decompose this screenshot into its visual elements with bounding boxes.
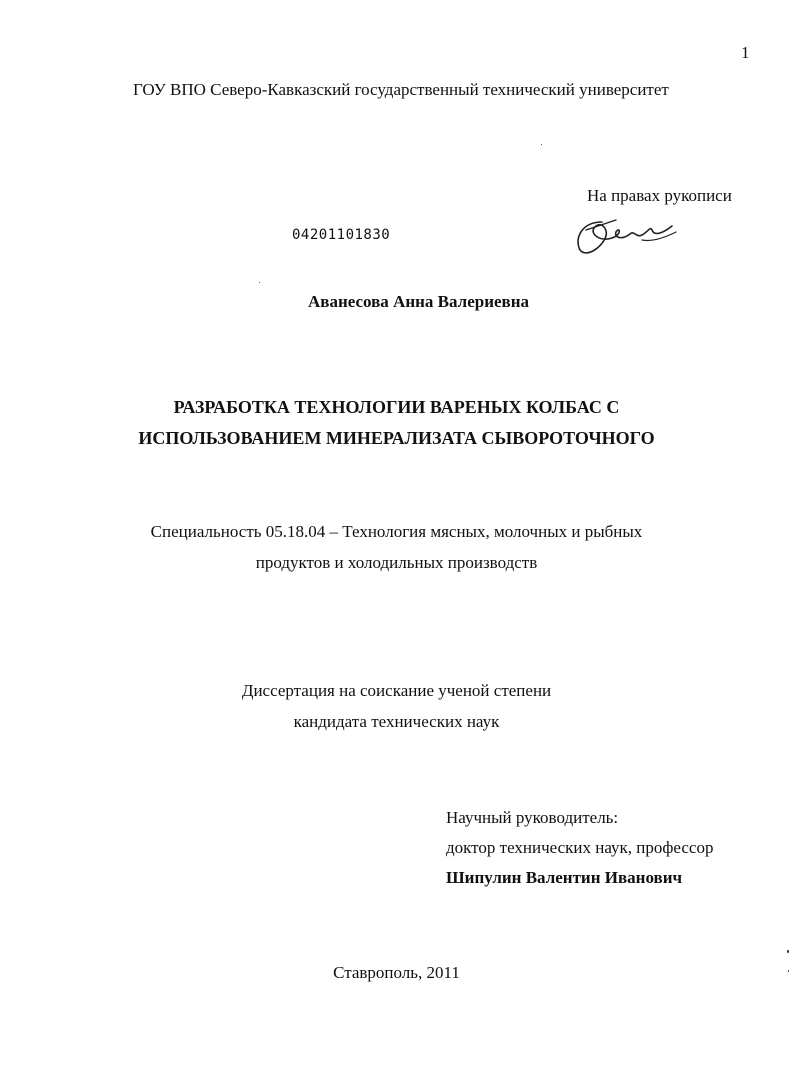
author-name: Аванесова Анна Валериевна — [308, 292, 530, 311]
scan-speck — [259, 282, 260, 283]
city-year: Ставрополь, 2011 — [333, 963, 460, 982]
degree-line2: кандидата технических наук — [293, 712, 500, 731]
barcode-number: 04201101830 — [292, 227, 391, 243]
specialty-line2: продуктов и холодильных производств — [255, 553, 538, 572]
scan-speck — [787, 950, 789, 953]
dissertation-title-line2: ИСПОЛЬЗОВАНИЕМ МИНЕРАЛИЗАТА СЫВОРОТОЧНОГО — [138, 428, 655, 448]
institution-header: ГОУ ВПО Северо-Кавказский государственный технический университет — [133, 80, 669, 99]
scan-speck — [788, 970, 789, 972]
dissertation-title-line1: РАЗРАБОТКА ТЕХНОЛОГИИ ВАРЕНЫХ КОЛБАС С — [173, 397, 620, 417]
supervisor-credentials: доктор технических наук, профессор — [446, 838, 714, 857]
supervisor-label: Научный руководитель: — [446, 808, 619, 827]
signature-icon — [572, 208, 682, 258]
page-number: 1 — [741, 43, 750, 62]
degree-line1: Диссертация на соискание ученой степени — [241, 681, 552, 700]
specialty-line1: Специальность 05.18.04 – Технология мясных, молочных и рыбных — [150, 522, 643, 541]
manuscript-rights-label: На правах рукописи — [587, 186, 732, 205]
scan-speck — [541, 144, 542, 145]
supervisor-name: Шипулин Валентин Иванович — [446, 868, 683, 887]
